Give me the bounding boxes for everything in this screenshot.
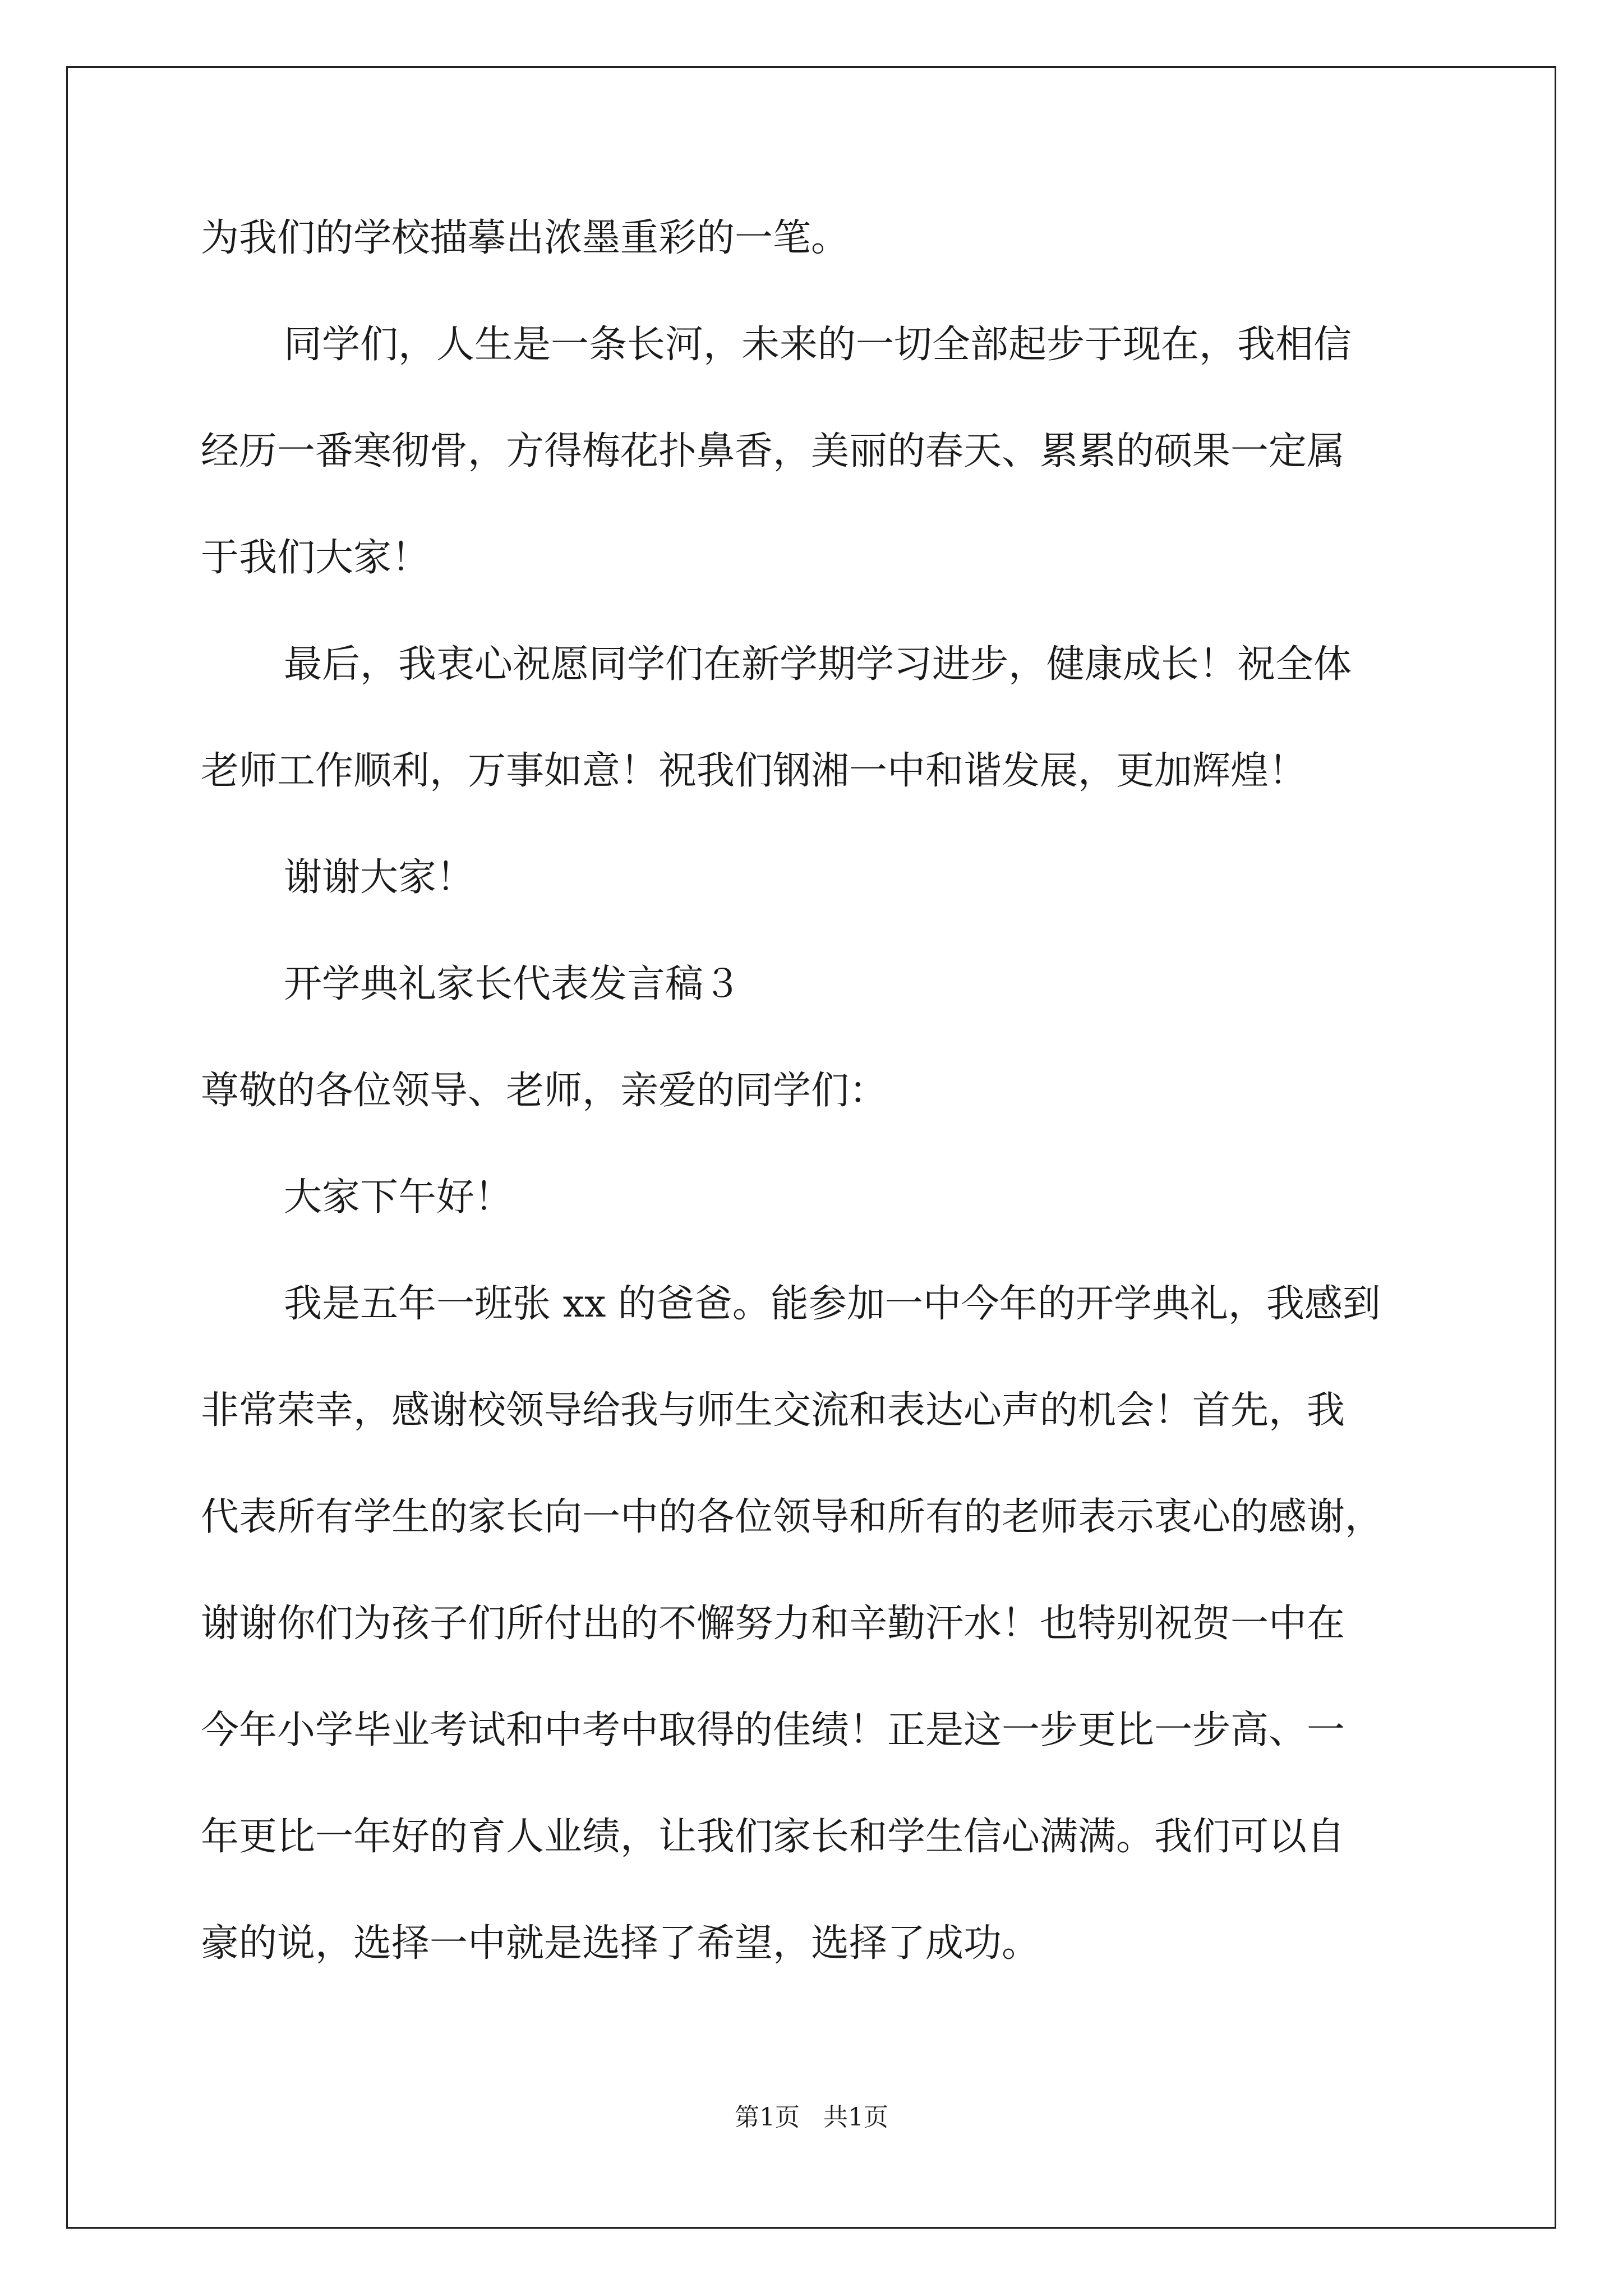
text-line: 代表所有学生的家长向一中的各位领导和所有的老师表示衷心的感谢， (201, 1495, 1384, 1539)
text-line: 老师工作顺利，万事如意！祝我们钢湘一中和谐发展，更加辉煌！ (201, 749, 1307, 793)
text-line: 最后，我衷心祝愿同学们在新学期学习进步，健康成长！祝全体 (284, 642, 1352, 687)
text-line: 为我们的学校描摹出浓墨重彩的一笔。 (201, 216, 850, 260)
text-line: 经历一番寒彻骨，方得梅花扑鼻香，美丽的春天、累累的硕果一定属 (201, 429, 1345, 473)
greeting: 大家下午好！ (284, 1175, 513, 1220)
text-line: 于我们大家！ (201, 536, 430, 580)
document-body (201, 208, 1435, 2019)
text-line: 豪的说，选择一中就是选择了希望，选择了成功。 (201, 1921, 1040, 1966)
text-line: 谢谢你们为孩子们所付出的不懈努力和辛勤汗水！也特别祝贺一中在 (201, 1602, 1345, 1646)
text-line: 今年小学毕业考试和中考中取得的佳绩！正是这一步更比一步高、一 (201, 1708, 1345, 1752)
text-line: 年更比一年好的育人业绩，让我们家长和学生信心满满。我们可以自 (201, 1815, 1345, 1859)
text-line: 我是五年一班张 xx 的爸爸。能参加一中今年的开学典礼，我感到 (284, 1282, 1381, 1326)
salutation: 尊敬的各位领导、老师，亲爱的同学们： (201, 1069, 888, 1113)
section-heading: 开学典礼家长代表发言稿３ (284, 962, 742, 1006)
text-line: 同学们，人生是一条长河，未来的一切全部起步于现在，我相信 (284, 323, 1352, 367)
page-footer: 第1页 共1页 (735, 2103, 888, 2132)
text-line: 谢谢大家！ (284, 855, 475, 900)
text-line: 非常荣幸，感谢校领导给我与师生交流和表达心声的机会！首先，我 (201, 1388, 1345, 1433)
